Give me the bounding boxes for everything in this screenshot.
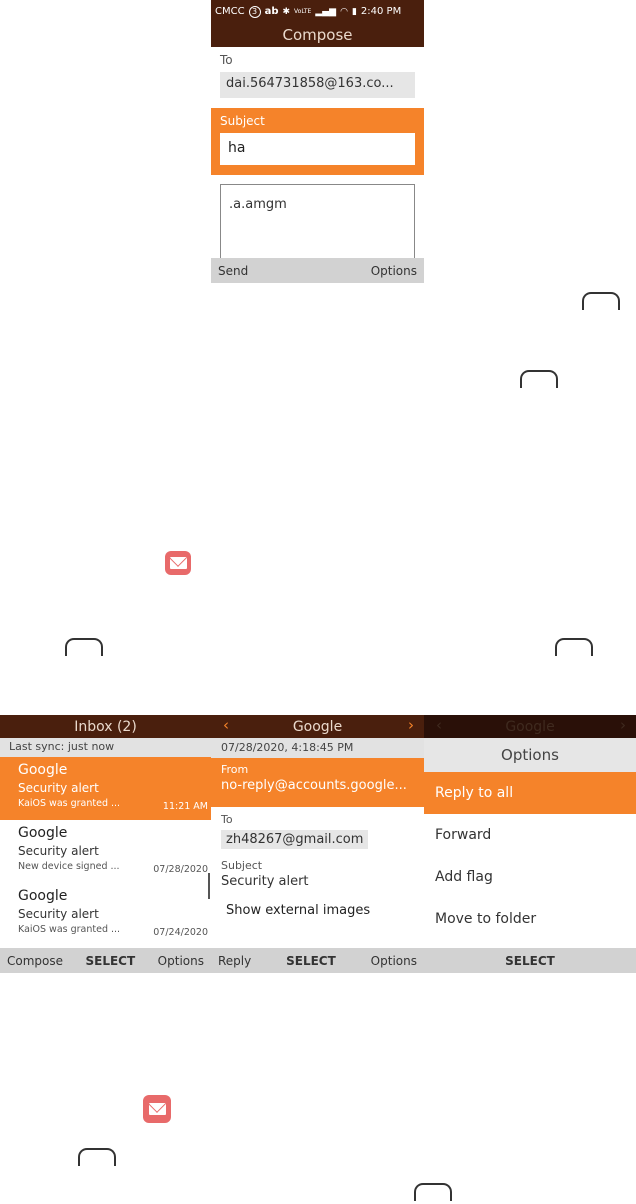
compose-softkeys bbox=[211, 258, 424, 283]
message-subject: Security alert bbox=[18, 844, 99, 858]
to-label: To bbox=[220, 53, 233, 67]
message-subject: Security alert bbox=[18, 907, 99, 921]
mail-app-icon bbox=[143, 1095, 171, 1123]
sync-status: Last sync: just now bbox=[0, 738, 211, 757]
message-screen bbox=[211, 715, 424, 973]
scrollbar[interactable] bbox=[208, 873, 210, 899]
inbox-screen bbox=[0, 715, 211, 973]
menu-item-add-flag[interactable]: Add flag bbox=[435, 869, 493, 885]
from-section[interactable] bbox=[211, 758, 424, 807]
options-softkeys bbox=[424, 948, 636, 973]
message-sender: Google bbox=[18, 825, 68, 841]
to-value[interactable]: zh48267@gmail.com bbox=[221, 830, 368, 849]
select-button[interactable]: SELECT bbox=[85, 953, 136, 968]
mail-app-icon bbox=[165, 551, 191, 575]
to-field[interactable]: dai.564731858@163.co... bbox=[220, 72, 415, 98]
inbox-title: Inbox (2) bbox=[0, 715, 211, 738]
options-button[interactable]: Options bbox=[370, 263, 417, 278]
message-time: 07/28/2020 bbox=[153, 864, 208, 875]
list-item[interactable] bbox=[0, 757, 211, 820]
from-value: no-reply@accounts.google... bbox=[221, 778, 407, 793]
subject-section bbox=[211, 108, 424, 175]
compose-button[interactable]: Compose bbox=[7, 953, 64, 968]
ab-indicator: ab bbox=[264, 6, 279, 17]
menu-item-move-to-folder[interactable]: Move to folder bbox=[435, 911, 537, 927]
message-time: 07/24/2020 bbox=[153, 927, 208, 938]
message-snippet: KaiOS was granted ... bbox=[18, 798, 121, 809]
message-snippet: New device signed ... bbox=[18, 861, 120, 872]
compose-title: Compose bbox=[211, 23, 424, 47]
select-button[interactable]: SELECT bbox=[286, 953, 336, 968]
list-item[interactable] bbox=[0, 820, 211, 883]
message-subject: Security alert bbox=[18, 781, 99, 795]
options-button[interactable]: Options bbox=[157, 953, 204, 968]
message-date: 07/28/2020, 4:18:45 PM bbox=[211, 738, 424, 758]
signal-icon: ▂▄▆ bbox=[315, 6, 337, 17]
carrier-label: CMCC bbox=[215, 6, 245, 17]
menu-item-reply-to-all[interactable]: Reply to all bbox=[424, 772, 636, 814]
reply-button[interactable]: Reply bbox=[218, 953, 252, 968]
subject-label: Subject bbox=[220, 114, 265, 128]
corner-stroke bbox=[78, 1148, 116, 1166]
menu-item-forward[interactable]: Forward bbox=[435, 827, 492, 843]
subject-label: Subject bbox=[221, 859, 263, 872]
volte-icon: VoLTE bbox=[294, 8, 312, 15]
battery-icon: ▮ bbox=[351, 6, 357, 17]
wifi-icon: ◠ bbox=[340, 6, 348, 17]
bug-icon: ✱ bbox=[282, 6, 291, 17]
show-external-images-link[interactable]: Show external images bbox=[226, 903, 371, 918]
message-sender: Google bbox=[18, 762, 68, 778]
corner-stroke bbox=[520, 370, 558, 388]
subject-value: Security alert bbox=[221, 874, 309, 889]
list-item[interactable] bbox=[0, 883, 211, 946]
message-sender: Google bbox=[18, 888, 68, 904]
options-header bbox=[424, 715, 636, 738]
chevron-left-icon[interactable]: ‹ bbox=[223, 716, 229, 734]
message-snippet: KaiOS was granted ... bbox=[18, 924, 121, 935]
corner-stroke bbox=[555, 638, 593, 656]
inbox-softkeys bbox=[0, 948, 211, 973]
clock: 2:40 PM bbox=[360, 6, 402, 17]
status-bar bbox=[211, 0, 424, 23]
select-button[interactable]: SELECT bbox=[505, 953, 555, 968]
message-title: Google bbox=[292, 718, 343, 735]
message-body-field[interactable]: .a.amgm bbox=[220, 184, 415, 259]
compose-screen bbox=[211, 0, 424, 283]
from-label: From bbox=[221, 763, 249, 776]
options-title: Options bbox=[424, 738, 636, 772]
send-button[interactable]: Send bbox=[218, 263, 249, 278]
corner-stroke bbox=[582, 292, 620, 310]
to-label: To bbox=[221, 813, 233, 826]
subject-field[interactable]: ha bbox=[220, 133, 415, 165]
options-button[interactable]: Options bbox=[370, 953, 417, 968]
corner-stroke bbox=[65, 638, 103, 656]
corner-stroke bbox=[414, 1183, 452, 1201]
message-softkeys bbox=[211, 948, 424, 973]
sim-badge-icon: 3 bbox=[249, 6, 261, 18]
message-header bbox=[211, 715, 424, 738]
options-header-title: Google bbox=[505, 718, 555, 735]
options-screen bbox=[424, 715, 636, 973]
chevron-right-icon: › bbox=[620, 716, 626, 734]
message-time: 11:21 AM bbox=[162, 801, 208, 812]
chevron-right-icon[interactable]: › bbox=[408, 716, 414, 734]
chevron-left-icon: ‹ bbox=[436, 716, 442, 734]
